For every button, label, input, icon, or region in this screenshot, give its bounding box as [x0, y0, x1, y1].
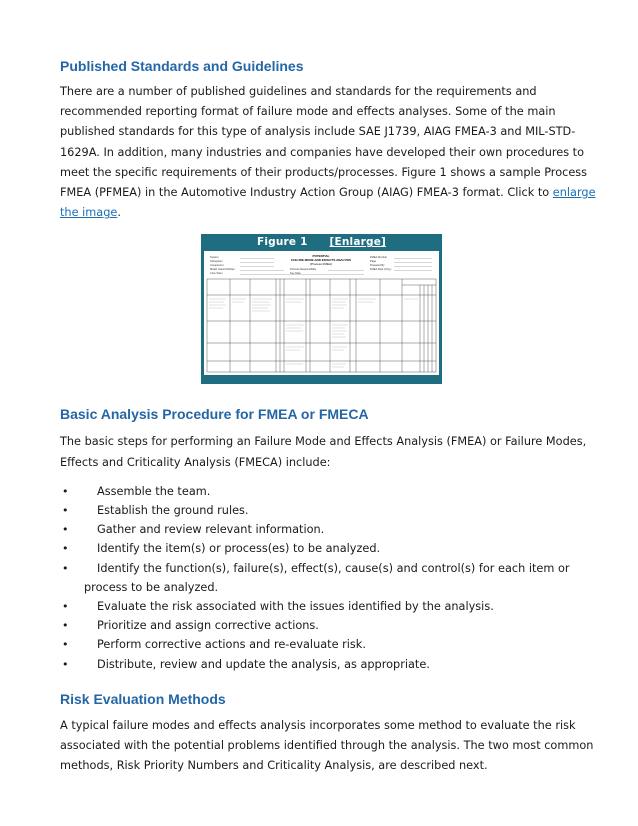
step-text: Evaluate the risk associated with the issues identified by the analysis.: [97, 600, 494, 614]
steps-list: [60, 482, 600, 674]
step-text: Prioritize and assign corrective actions.: [97, 619, 319, 633]
form-label-component: Component: [210, 264, 224, 268]
step-text: Perform corrective actions and re-evaluate risk.: [97, 638, 366, 652]
step-text: Assemble the team.: [97, 484, 211, 498]
form-title-2: FAILURE MODE AND EFFECTS ANALYSIS: [290, 258, 352, 263]
list-item: [60, 539, 600, 558]
list-item: [60, 655, 600, 674]
form-label-key-date: Key Date: [290, 272, 301, 276]
form-label-page: Page: [370, 260, 377, 264]
step-text: Identify the item(s) or process(es) to be analyzed.: [97, 542, 381, 556]
bullet-icon: •: [62, 561, 69, 575]
list-item: [60, 501, 600, 520]
standards-paragraph-end: .: [117, 206, 121, 220]
bullet-icon: •: [62, 523, 69, 537]
figure-header: [201, 234, 442, 250]
figure-image[interactable]: [204, 251, 439, 375]
bullet-icon: •: [62, 542, 69, 556]
section-heading-basic-procedure: Basic Analysis Procedure for FMEA or FMECA: [60, 406, 369, 423]
form-label-fmea-date: FMEA Date (Orig.): [370, 268, 392, 272]
section-heading-standards: Published Standards and Guidelines: [60, 58, 304, 74]
bullet-icon: •: [62, 504, 69, 518]
standards-paragraph-text: There are a number of published guidelines and standards for the requirements and recommended reporting format of failure mode and effects analyses. Some of the main published standards for this type of analysis include SAE J1739, AIAG FMEA-3 and MIL-STD-1629A. In addition, many industries and companies have developed their own procedures to meet the specific requirements of their products/processes. Figure 1 shows a sample Process FMEA (PFMEA) in the Automotive Industry Action Group (AIAG) FMEA-3 format. Click to: [60, 85, 588, 200]
form-title-1: POTENTIAL: [312, 254, 330, 259]
form-label-model-years: Model Years/Vehicles: [210, 268, 235, 272]
bullet-icon: •: [62, 484, 69, 498]
form-label-prepared-by: Prepared By: [370, 264, 385, 268]
step-text: Gather and review relevant information.: [97, 523, 325, 537]
form-label-process-resp: Process Responsibility: [290, 268, 317, 272]
basic-paragraph: The basic steps for performing an Failure Mode and Effects Analysis (FMEA) or Failure Modes, Effects and Criticality Analysis (FMECA) include:: [60, 435, 587, 469]
form-label-fmea-number: FMEA Number: [370, 256, 388, 260]
form-label-system: System: [210, 256, 219, 260]
list-item: [60, 482, 600, 501]
figure-enlarge-link[interactable]: [Enlarge]: [329, 236, 387, 249]
figure-title: Figure 1: [256, 236, 308, 249]
figure-1[interactable]: [201, 234, 442, 384]
form-label-subsystem: Subsystem: [210, 260, 223, 264]
step-text: Distribute, review and update the analysis, as appropriate.: [97, 657, 430, 671]
list-item: [60, 520, 600, 539]
list-item: [60, 635, 600, 654]
article: [60, 50, 600, 776]
bullet-icon: •: [62, 619, 69, 633]
list-item: [60, 597, 600, 616]
bullet-icon: •: [62, 638, 69, 652]
risk-paragraph: A typical failure modes and effects analysis incorporates some method to evaluate the risk associated with the potential problems identified through the analysis. The two most common methods, Risk Priority Numbers and Criticality Analysis, are described next.: [60, 718, 594, 773]
bullet-icon: •: [62, 600, 69, 614]
pfmea-form-thumbnail: [204, 251, 439, 375]
enlarge-image-link[interactable]: enlarge the image: [60, 186, 596, 220]
list-item: [60, 559, 600, 597]
standards-paragraph: [60, 82, 600, 223]
step-text: Establish the ground rules.: [97, 504, 249, 518]
form-label-core-team: Core Team: [210, 272, 223, 276]
list-item: [60, 616, 600, 635]
bullet-icon: •: [62, 657, 69, 671]
form-title-3: (Process FMEA): [309, 262, 333, 267]
section-heading-risk-evaluation: Risk Evaluation Methods: [60, 690, 226, 707]
step-text: Identify the function(s), failure(s), effect(s), cause(s) and control(s) for each item or process to be analyzed.: [84, 561, 570, 594]
